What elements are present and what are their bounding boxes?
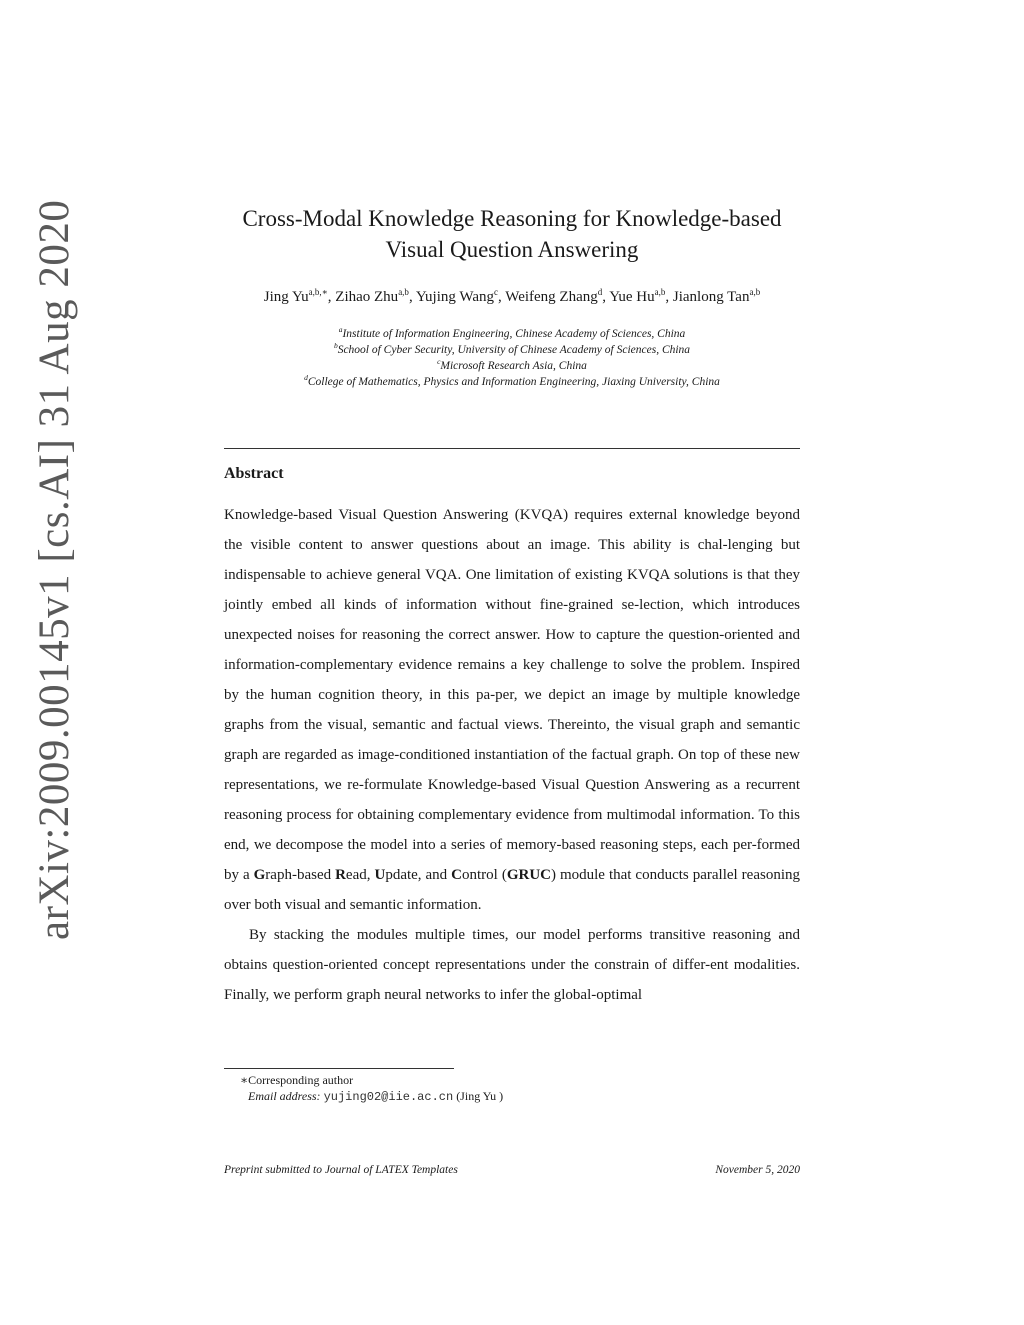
footnotes bbox=[224, 1072, 503, 1105]
abstract-top-rule bbox=[224, 448, 800, 449]
author-name: Yue Hu bbox=[609, 289, 655, 305]
affiliation-text: College of Mathematics, Physics and Information Engineering, Jiaxing University, China bbox=[307, 376, 720, 388]
email-link[interactable]: yujing02@iie.ac.cn bbox=[323, 1090, 454, 1104]
affiliation-mark: a bbox=[338, 325, 343, 335]
title-line-2: Visual Question Answering bbox=[385, 237, 639, 262]
abstract-body bbox=[224, 500, 800, 1010]
title-line-1: Cross-Modal Knowledge Reasoning for Knowledge-based bbox=[242, 206, 782, 231]
author-affil-mark: a,b bbox=[654, 287, 666, 297]
affiliation-list bbox=[200, 326, 824, 390]
abstract-heading: Abstract bbox=[224, 465, 284, 482]
author-name: Weifeng Zhang bbox=[505, 289, 598, 305]
affiliation-text: Institute of Information Engineering, Chinese Academy of Sciences, China bbox=[342, 328, 686, 340]
acronym-letter: R bbox=[335, 867, 346, 883]
author-affil-mark: c bbox=[494, 287, 498, 297]
affiliation-mark: b bbox=[333, 341, 338, 351]
author-name: Zihao Zhu bbox=[335, 289, 399, 305]
footer-journal: Preprint submitted to Journal of LATEX Templates bbox=[224, 1164, 458, 1176]
email-owner: (Jing Yu ) bbox=[456, 1089, 504, 1103]
acronym-letter: C bbox=[451, 867, 463, 883]
abstract-text: raph-based bbox=[265, 867, 336, 883]
affiliation-mark: c bbox=[437, 357, 441, 367]
acronym-letter: U bbox=[374, 867, 386, 883]
affiliation-item bbox=[200, 358, 824, 374]
author-name: Jing Yu bbox=[263, 289, 309, 305]
abstract-text: ontrol ( bbox=[462, 867, 507, 883]
footnote-rule bbox=[224, 1068, 454, 1069]
footnote-email bbox=[224, 1088, 503, 1105]
author-name: Jianlong Tan bbox=[672, 289, 750, 305]
abstract-text: ) module that conducts parallel reasoning over both visual and semantic information. bbox=[224, 867, 800, 913]
acronym-letter: G bbox=[253, 867, 266, 883]
affiliation-item bbox=[200, 326, 824, 342]
paper-title bbox=[200, 203, 824, 265]
footer-date: November 5, 2020 bbox=[715, 1164, 800, 1176]
abstract-text: ead, bbox=[345, 867, 375, 883]
email-label: Email address: bbox=[248, 1089, 321, 1103]
author-name: Yujing Wang bbox=[415, 289, 494, 305]
author-affil-mark: a,b,∗ bbox=[308, 287, 328, 297]
abstract-paragraph-2: By stacking the modules multiple times, our model performs transitive reasoning and obtains question-oriented concept representations under the constrain of differ-ent modalities. Finally, we perform graph neural networks to infer the global-optimal bbox=[224, 927, 800, 1003]
affiliation-item bbox=[200, 374, 824, 390]
affiliation-text: Microsoft Research Asia, China bbox=[440, 360, 587, 372]
footnote-corresponding: ∗Corresponding author bbox=[240, 1073, 354, 1087]
author-affil-mark: d bbox=[597, 287, 603, 297]
author-list: Jing $Yu^{a,b,∗}$, Zihao Zhu$^{a,b}$, Yujing Wang$^c$, Weifeng Zhang$^d$, Yue Hu$^{a,b}$, Jianlong Tan$^{a,b}$ bbox=[263, 287, 761, 305]
abstract-paragraph-1 bbox=[224, 500, 800, 920]
abstract-text: Knowledge-based Visual Question Answering (KVQA) requires external knowledge beyond the visible content to answer questions about an image. This ability is chal-lenging but indispensable to achieve general VQA. One limitation of existing KVQA solutions is that they jointly embed all kinds of information without fine-grained se-lection, which introduces unexpected noises for reasoning the correct answer. How to capture the question-oriented and information-complementary evidence remains a key challenge to solve the problem. Inspired by the human cognition theory, in this pa-per, we depict an image by multiple knowledge graphs from the visual, semantic and factual views. Thereinto, the visual graph and semantic graph are regarded as image-conditioned instantiation of the factual graph. On top of these new representations, we re-formulate Knowledge-based Visual Question Answering as a recurrent reasoning process for obtaining complementary evidence from multimodal information. To this end, we decompose the model into a series of memory-based reasoning steps, each per-formed by a bbox=[224, 507, 800, 883]
affiliation-mark: d bbox=[304, 373, 308, 383]
abstract-text: pdate, and bbox=[385, 867, 452, 883]
affiliation-text: School of Cyber Security, University of Chinese Academy of Sciences, China bbox=[337, 344, 691, 356]
arxiv-identifier: arXiv:2009.00145v1 [cs.AI] 31 Aug 2020 bbox=[31, 199, 78, 940]
affiliation-item bbox=[200, 342, 824, 358]
author-affil-mark: a,b bbox=[749, 287, 761, 297]
author-affil-mark: a,b bbox=[398, 287, 409, 297]
acronym-gruc: GRUC bbox=[506, 867, 551, 883]
